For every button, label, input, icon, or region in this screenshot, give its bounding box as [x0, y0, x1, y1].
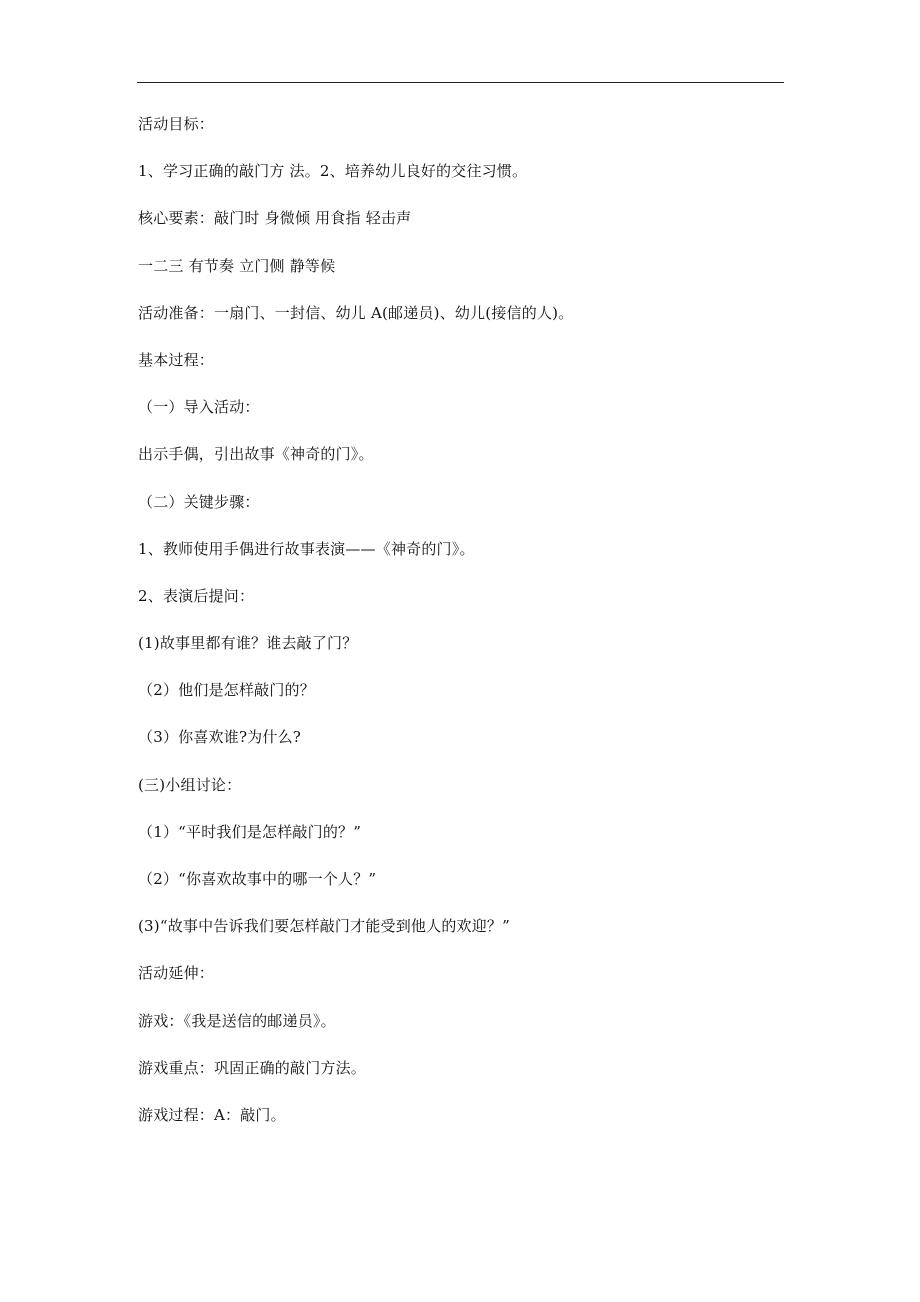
game-focus: 游戏重点：巩固正确的敲门方法。: [138, 1058, 367, 1077]
subheading-group-discussion: (三)小组讨论：: [138, 775, 242, 794]
document-body: [138, 110, 778, 1148]
goals-text: 1、学习正确的敲门方 法。2、培养幼儿良好的交往习惯。: [138, 162, 528, 181]
question-2: （2）他们是怎样敲门的？: [138, 681, 315, 700]
section-heading-process: 基本过程：: [138, 350, 215, 369]
section-heading-goals: 活动目标：: [138, 115, 215, 133]
discussion-3: (3)“故事中告诉我们要怎样敲门才能受到他人的欢迎？”: [138, 917, 510, 936]
game-title: 游戏：《我是送信的邮递员》。: [138, 1011, 336, 1030]
core-elements-line-1: 核心要素：敲门时 身微倾 用食指 轻击声: [138, 209, 412, 228]
game-process: 游戏过程：A：敲门。: [138, 1105, 286, 1124]
subheading-intro: （一）导入活动：: [138, 398, 260, 417]
header-rule: [137, 82, 784, 83]
preparation-text: 活动准备：一扇门、一封信、幼儿 A(邮递员)、幼儿(接信的人)。: [138, 303, 574, 322]
question-3: （3）你喜欢谁?为什么?: [138, 728, 302, 747]
question-1: (1)故事里都有谁？谁去敲了门？: [138, 634, 358, 653]
core-elements-line-2: 一二三 有节奏 立门侧 静等候: [138, 256, 336, 275]
section-heading-extension: 活动延伸：: [138, 964, 215, 983]
step-1-text: 1、教师使用手偶进行故事表演——《神奇的门》。: [138, 539, 475, 558]
discussion-2: （2）“你喜欢故事中的哪一个人？”: [138, 870, 377, 888]
intro-text: 出示手偶，引出故事《神奇的门》。: [138, 445, 374, 464]
discussion-1: （1）“平时我们是怎样敲门的？”: [138, 822, 362, 841]
subheading-key-steps: （二）关键步骤：: [138, 492, 260, 511]
step-2-text: 2、表演后提问：: [138, 586, 255, 605]
